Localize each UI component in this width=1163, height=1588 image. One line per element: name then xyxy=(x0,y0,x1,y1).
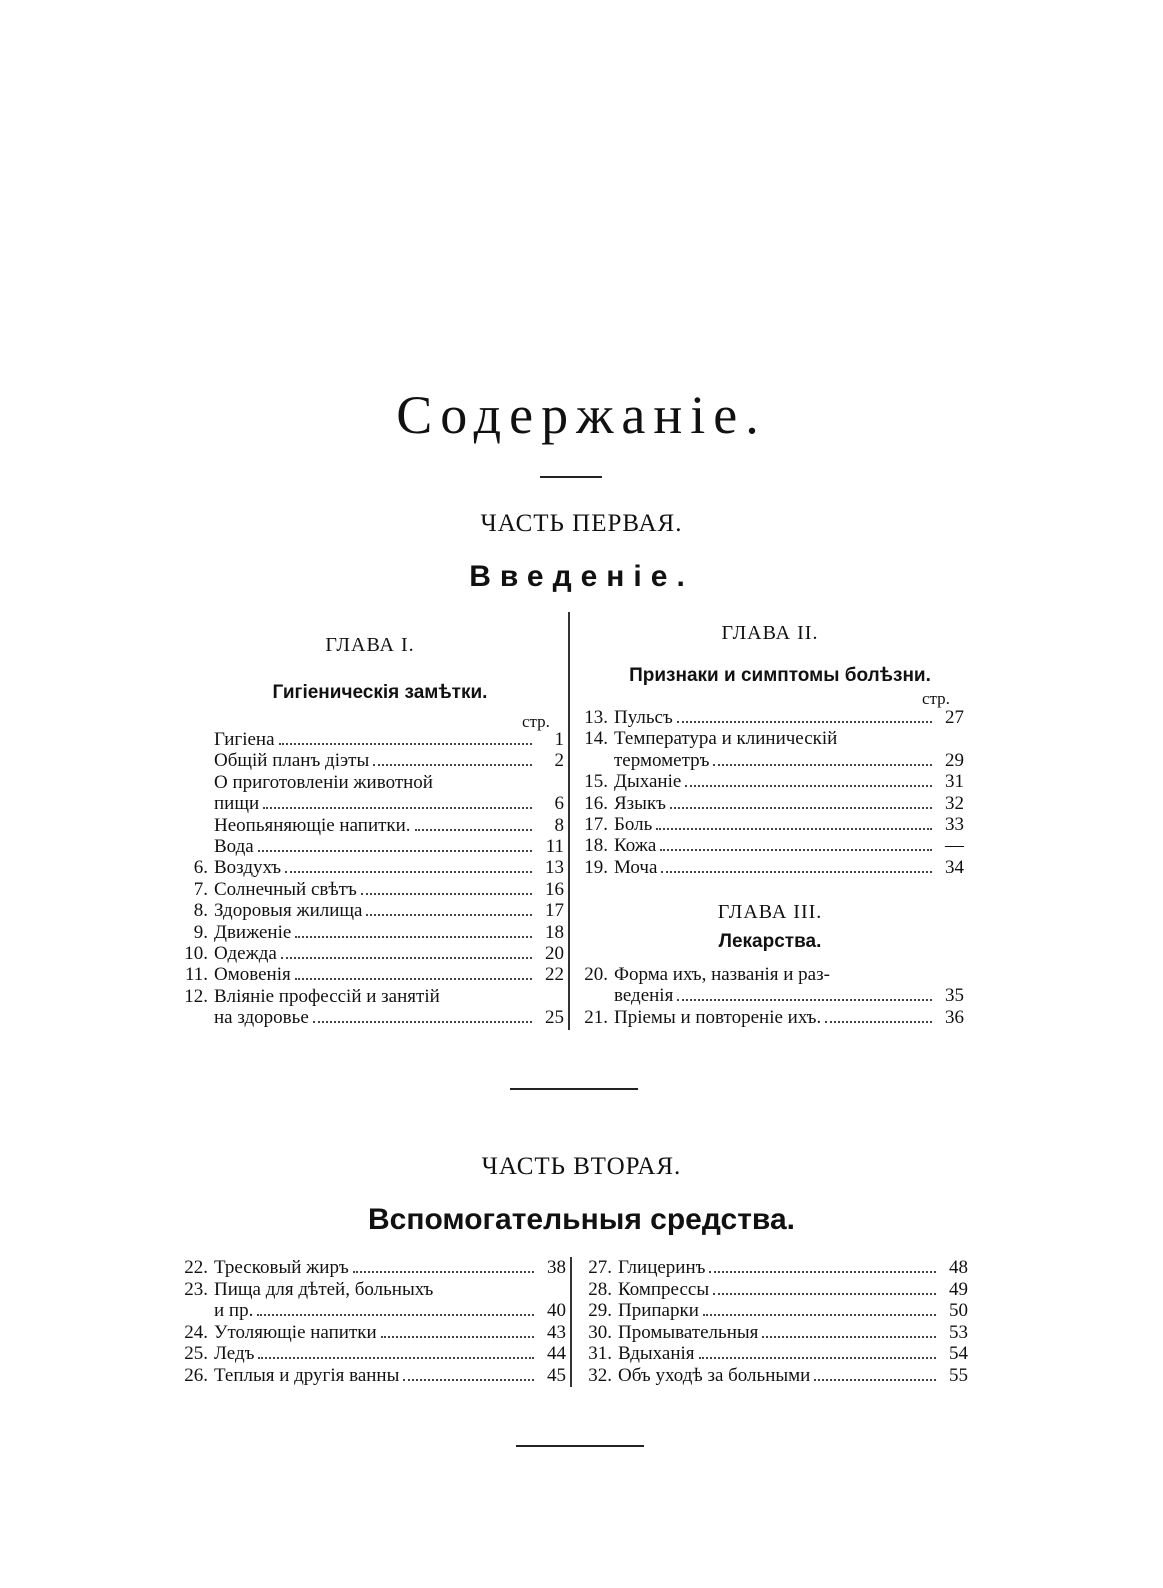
toc-entry xyxy=(172,1343,566,1365)
leader-dots xyxy=(677,999,932,1001)
toc-entry-page: 53 xyxy=(949,1321,968,1343)
toc-entry-page: 33 xyxy=(945,814,964,835)
toc-entry-title: Языкъ xyxy=(614,792,666,814)
toc-entry-number: 25. xyxy=(184,1343,208,1365)
toc-entry xyxy=(572,857,964,879)
leader-dots xyxy=(353,1271,534,1273)
toc-entry xyxy=(172,943,564,965)
leader-dots xyxy=(361,893,532,895)
chapter-one-label: ГЛАВА I. xyxy=(325,634,415,656)
toc-entry-page: 49 xyxy=(949,1278,968,1300)
toc-entry xyxy=(172,1300,566,1322)
chapter-three-title: Лекарства. xyxy=(718,931,822,952)
leader-dots xyxy=(366,914,532,916)
toc-entry-title: Моча xyxy=(614,856,658,878)
toc-entry-title: Дыханіе xyxy=(614,771,682,793)
toc-entry xyxy=(172,857,564,879)
toc-entry-number: 14. xyxy=(584,728,608,750)
toc-entry xyxy=(172,836,564,858)
toc-entry-page: 29 xyxy=(945,749,964,771)
toc-entry-title: Гигіена xyxy=(214,729,275,750)
toc-entry-page: 34 xyxy=(945,856,964,878)
toc-entry xyxy=(172,922,564,944)
toc-entry-title: Одежда xyxy=(214,943,277,964)
toc-entry-title: Ледъ xyxy=(214,1343,255,1365)
leader-dots xyxy=(660,849,932,851)
leader-dots xyxy=(373,764,532,766)
toc-entry-number: 32. xyxy=(588,1365,612,1386)
toc-entry-page: 54 xyxy=(949,1343,968,1365)
toc-entry-page: 2 xyxy=(554,750,564,772)
toc-entry-number: 16. xyxy=(584,792,608,814)
part-one-heading: Введеніе. xyxy=(469,560,694,593)
toc-entry-page: 43 xyxy=(547,1321,566,1343)
toc-entry-title: Кожа xyxy=(614,835,657,857)
toc-entry xyxy=(576,1300,968,1322)
toc-entry xyxy=(572,771,964,793)
toc-entry-page: 16 xyxy=(545,878,564,900)
toc-entry-page: 6 xyxy=(554,793,564,815)
leader-dots xyxy=(258,850,532,852)
part-one-column-divider xyxy=(568,612,570,1030)
leader-dots xyxy=(381,1336,534,1338)
toc-entry xyxy=(576,1257,968,1279)
leader-dots xyxy=(709,1271,936,1273)
toc-entry-number: 12. xyxy=(184,985,208,1007)
leader-dots xyxy=(258,1357,534,1359)
toc-entry-number: 27. xyxy=(588,1257,612,1278)
toc-entry-title: Пища для дѣтей, больныхъ xyxy=(214,1278,434,1300)
toc-entry-title: Глицеринъ xyxy=(618,1257,706,1278)
toc-entry-title: и пр. xyxy=(214,1300,254,1322)
toc-entry xyxy=(572,728,964,750)
leader-dots xyxy=(677,721,932,723)
toc-entry xyxy=(172,729,564,751)
toc-entry-number: 7. xyxy=(193,878,208,900)
chapter-two-page-header: стр. xyxy=(922,689,950,708)
toc-entry xyxy=(572,814,964,836)
toc-entry-page: 25 xyxy=(545,1007,564,1029)
toc-entry-page: 11 xyxy=(545,836,564,857)
toc-entry-number: 20. xyxy=(584,964,608,985)
chapter-two-label: ГЛАВА II. xyxy=(721,622,819,644)
toc-entry-title: Вліяніе профессій и занятій xyxy=(214,985,440,1007)
leader-dots xyxy=(257,1314,534,1316)
toc-entry-number: 8. xyxy=(193,900,208,922)
toc-entry-number: 19. xyxy=(584,856,608,878)
toc-entry-number: 9. xyxy=(193,921,208,943)
toc-entry xyxy=(576,1279,968,1301)
toc-entry-title: на здоровье xyxy=(214,1007,309,1029)
toc-entry-number: 11. xyxy=(184,964,208,986)
toc-entry-number: 28. xyxy=(588,1278,612,1300)
toc-entry-number: 21. xyxy=(584,1006,608,1028)
leader-dots xyxy=(656,828,932,830)
toc-entry-title: Пріемы и повтореніе ихъ. xyxy=(614,1006,822,1028)
toc-entry-number: 15. xyxy=(584,771,608,793)
toc-entry-title: Объ уходѣ за больными xyxy=(618,1365,811,1386)
toc-entry-number: 18. xyxy=(584,835,608,857)
toc-entry xyxy=(576,1343,968,1365)
toc-entry-page: 55 xyxy=(949,1365,968,1386)
toc-entry-page: 35 xyxy=(945,985,964,1007)
toc-entry xyxy=(576,1322,968,1344)
toc-entry-page: 32 xyxy=(945,792,964,814)
toc-entry xyxy=(172,1007,564,1029)
chapter-three-label: ГЛАВА III. xyxy=(717,901,823,923)
toc-entry xyxy=(172,815,564,837)
toc-entry-number: 17. xyxy=(584,814,608,835)
leader-dots xyxy=(825,1021,932,1023)
toc-entry-page: 8 xyxy=(554,814,564,836)
leader-dots xyxy=(685,785,932,787)
leader-dots xyxy=(762,1336,936,1338)
leader-dots xyxy=(281,957,532,959)
toc-entry-title: Теплыя и другія ванны xyxy=(214,1365,400,1386)
toc-entry xyxy=(572,985,964,1007)
chapter-one-title: Гигіеническія замѣтки. xyxy=(272,682,488,703)
leader-dots xyxy=(285,871,532,873)
toc-entry-title: веденія xyxy=(614,985,674,1007)
leader-dots xyxy=(295,936,532,938)
bottom-rule xyxy=(516,1445,644,1447)
toc-entry-number: 13. xyxy=(584,707,608,728)
toc-entry xyxy=(172,1322,566,1344)
toc-entry-title: Воздухъ xyxy=(214,857,282,879)
toc-entry-number: 29. xyxy=(588,1300,612,1322)
toc-entry-title: Общій планъ діэты xyxy=(214,750,370,772)
toc-entry xyxy=(572,750,964,772)
toc-entry xyxy=(172,772,564,794)
toc-entry xyxy=(572,964,964,986)
toc-entry-title: Температура и клиническій xyxy=(614,728,838,750)
leader-dots xyxy=(670,807,932,809)
toc-entry xyxy=(172,964,564,986)
toc-entry-number: 10. xyxy=(184,943,208,964)
toc-entry-title: Вода xyxy=(214,836,254,857)
leader-dots xyxy=(415,829,532,831)
toc-entry-page: 40 xyxy=(547,1300,566,1322)
toc-entry xyxy=(172,986,564,1008)
toc-entry-title: Форма ихъ, названія и раз- xyxy=(614,964,830,985)
chapter-one-page-header: стр. xyxy=(522,712,550,731)
part-two-label: ЧАСТЬ ВТОРАЯ. xyxy=(481,1153,682,1180)
leader-dots xyxy=(263,807,532,809)
toc-entry-page: 38 xyxy=(547,1257,566,1278)
leader-dots xyxy=(295,978,532,980)
toc-entry-page: 36 xyxy=(945,1006,964,1028)
toc-entry-number: 30. xyxy=(588,1321,612,1343)
page-title: Содержаніе. xyxy=(396,385,767,445)
toc-entry-number: 22. xyxy=(184,1257,208,1278)
toc-entry-page: 13 xyxy=(545,857,564,879)
toc-entry-title: пищи xyxy=(214,793,260,815)
toc-entry xyxy=(172,1257,566,1279)
leader-dots xyxy=(713,764,932,766)
toc-entry-title: Пульсъ xyxy=(614,707,673,728)
part-two-heading: Вспомогательныя средства. xyxy=(368,1203,795,1236)
leader-dots xyxy=(403,1379,534,1381)
toc-entry-number: 23. xyxy=(184,1278,208,1300)
toc-entry xyxy=(172,793,564,815)
toc-entry xyxy=(172,1365,566,1387)
chapter-two-title: Признаки и симптомы болѣзни. xyxy=(629,665,931,686)
leader-dots xyxy=(713,1293,936,1295)
leader-dots xyxy=(661,871,932,873)
toc-entry-page: 31 xyxy=(945,771,964,793)
toc-entry-title: О приготовленіи животной xyxy=(214,771,433,793)
toc-entry-title: Компрессы xyxy=(618,1278,710,1300)
toc-entry-page: 50 xyxy=(949,1300,968,1322)
leader-dots xyxy=(703,1314,936,1316)
leader-dots xyxy=(699,1357,936,1359)
toc-entry xyxy=(172,879,564,901)
toc-entry-page: 27 xyxy=(945,707,964,728)
toc-entry-page: 48 xyxy=(949,1257,968,1278)
toc-entry-page: — xyxy=(945,835,964,857)
toc-entry-title: Неопьяняющіе напитки. xyxy=(214,814,411,836)
toc-entry-page: 17 xyxy=(545,900,564,922)
toc-entry-title: Движеніе xyxy=(214,921,292,943)
toc-entry-title: Здоровыя жилища xyxy=(214,900,363,922)
title-rule xyxy=(540,476,602,478)
toc-entry xyxy=(572,1007,964,1029)
toc-entry-page: 22 xyxy=(545,964,564,986)
toc-entry-page: 1 xyxy=(554,729,564,750)
toc-entry-page: 45 xyxy=(547,1365,566,1386)
toc-entry xyxy=(172,1279,566,1301)
toc-entry xyxy=(576,1365,968,1387)
toc-entry-page: 18 xyxy=(545,921,564,943)
part-separator-rule xyxy=(510,1088,638,1090)
toc-entry xyxy=(572,835,964,857)
toc-entry-title: термометръ xyxy=(614,749,710,771)
part-two-column-divider xyxy=(570,1257,572,1387)
toc-entry-title: Боль xyxy=(614,814,653,835)
toc-entry-page: 44 xyxy=(547,1343,566,1365)
toc-entry-page: 20 xyxy=(545,943,564,964)
toc-entry xyxy=(172,900,564,922)
toc-entry-title: Промывательныя xyxy=(618,1321,759,1343)
toc-entry xyxy=(572,793,964,815)
toc-entry-title: Вдыханія xyxy=(618,1343,695,1365)
leader-dots xyxy=(313,1021,532,1023)
toc-entry-title: Припарки xyxy=(618,1300,699,1322)
toc-entry-number: 31. xyxy=(588,1343,612,1365)
toc-entry-number: 24. xyxy=(184,1321,208,1343)
toc-entry-number: 6. xyxy=(193,857,208,879)
toc-entry-title: Омовенія xyxy=(214,964,291,986)
leader-dots xyxy=(814,1379,936,1381)
toc-entry xyxy=(572,707,964,729)
leader-dots xyxy=(279,743,532,745)
toc-entry xyxy=(172,750,564,772)
toc-entry-title: Солнечный свѣтъ xyxy=(214,878,357,900)
toc-entry-title: Утоляющіе напитки xyxy=(214,1321,377,1343)
part-one-label: ЧАСТЬ ПЕРВАЯ. xyxy=(480,510,683,537)
toc-entry-title: Тресковый жиръ xyxy=(214,1257,349,1278)
toc-entry-number: 26. xyxy=(184,1365,208,1386)
